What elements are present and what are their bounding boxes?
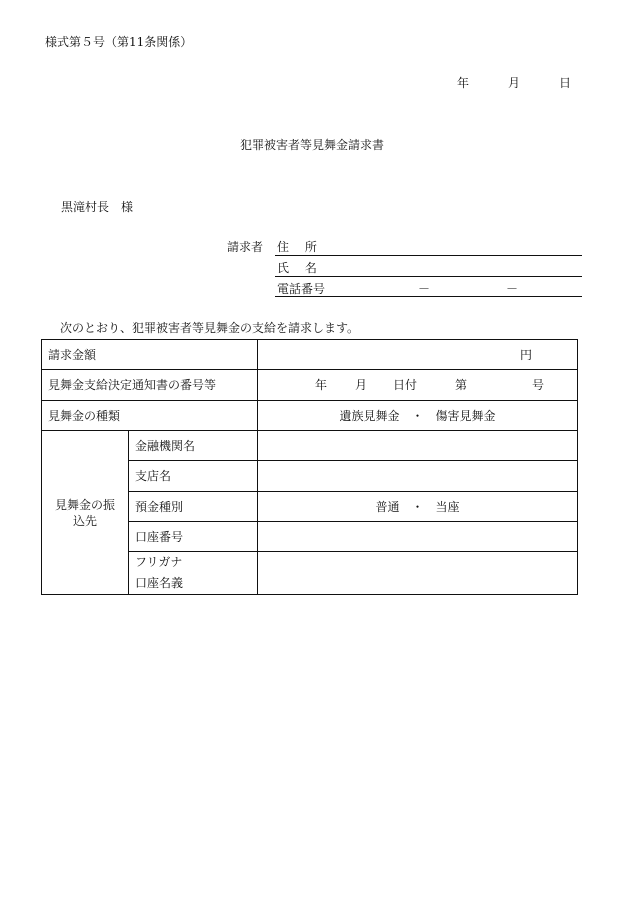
- amount-label: 請求金額: [42, 340, 258, 370]
- claim-table: [41, 339, 578, 595]
- type-options[interactable]: 遺族見舞金 ・ 傷害見舞金: [258, 401, 578, 431]
- claimant-label: 請求者: [227, 240, 264, 254]
- transfer-label-line-2: 込先: [72, 513, 97, 528]
- table-row: [42, 431, 578, 461]
- notice-label: 見舞金支給決定通知書の番号等: [42, 370, 258, 401]
- deposit-type-label: 預金種別: [129, 492, 258, 522]
- notice-go: 号: [532, 378, 545, 392]
- branch-field[interactable]: [258, 461, 578, 492]
- account-number-label: 口座番号: [129, 522, 258, 552]
- bank-label: 金融機関名: [129, 431, 258, 461]
- notice-year: 年: [315, 378, 328, 392]
- transfer-label: [42, 431, 129, 595]
- addressee: 黒滝村長 様: [61, 200, 134, 214]
- bank-field[interactable]: [258, 431, 578, 461]
- name-line[interactable]: [275, 276, 582, 277]
- transfer-label-line-1: 見舞金の振: [54, 497, 115, 512]
- account-name-label-text: 口座名義: [135, 576, 184, 590]
- phone-line[interactable]: [275, 296, 582, 297]
- table-row: [42, 401, 578, 431]
- intro-text: 次のとおり、犯罪被害者等見舞金の支給を請求します。: [60, 321, 360, 335]
- page-title: 犯罪被害者等見舞金請求書: [240, 138, 385, 152]
- address-line[interactable]: [275, 255, 582, 256]
- branch-label: 支店名: [129, 461, 258, 492]
- date-day-label: 日: [559, 76, 572, 90]
- amount-field[interactable]: [258, 340, 578, 370]
- name-label: 氏 名: [277, 261, 317, 275]
- form-number: 様式第５号（第11条関係）: [45, 35, 193, 49]
- table-row: [42, 340, 578, 370]
- notice-dai: 第: [455, 378, 468, 392]
- address-label: 住 所: [277, 240, 317, 254]
- account-number-field[interactable]: [258, 522, 578, 552]
- phone-label: 電話番号: [277, 282, 326, 296]
- type-label: 見舞金の種類: [42, 401, 258, 431]
- account-name-label: [129, 552, 258, 595]
- date-year-label: 年: [457, 76, 470, 90]
- phone-separator-2: －: [506, 282, 519, 296]
- phone-separator-1: －: [418, 282, 431, 296]
- deposit-type-options[interactable]: 普通 ・ 当座: [258, 492, 578, 522]
- date-month-label: 月: [508, 76, 521, 90]
- notice-day: 日付: [393, 378, 418, 392]
- notice-field[interactable]: [258, 370, 578, 401]
- amount-unit: 円: [520, 348, 533, 362]
- notice-month: 月: [355, 378, 368, 392]
- table-row: [42, 370, 578, 401]
- furigana-label: フリガナ: [135, 555, 183, 569]
- account-name-field[interactable]: [258, 552, 578, 595]
